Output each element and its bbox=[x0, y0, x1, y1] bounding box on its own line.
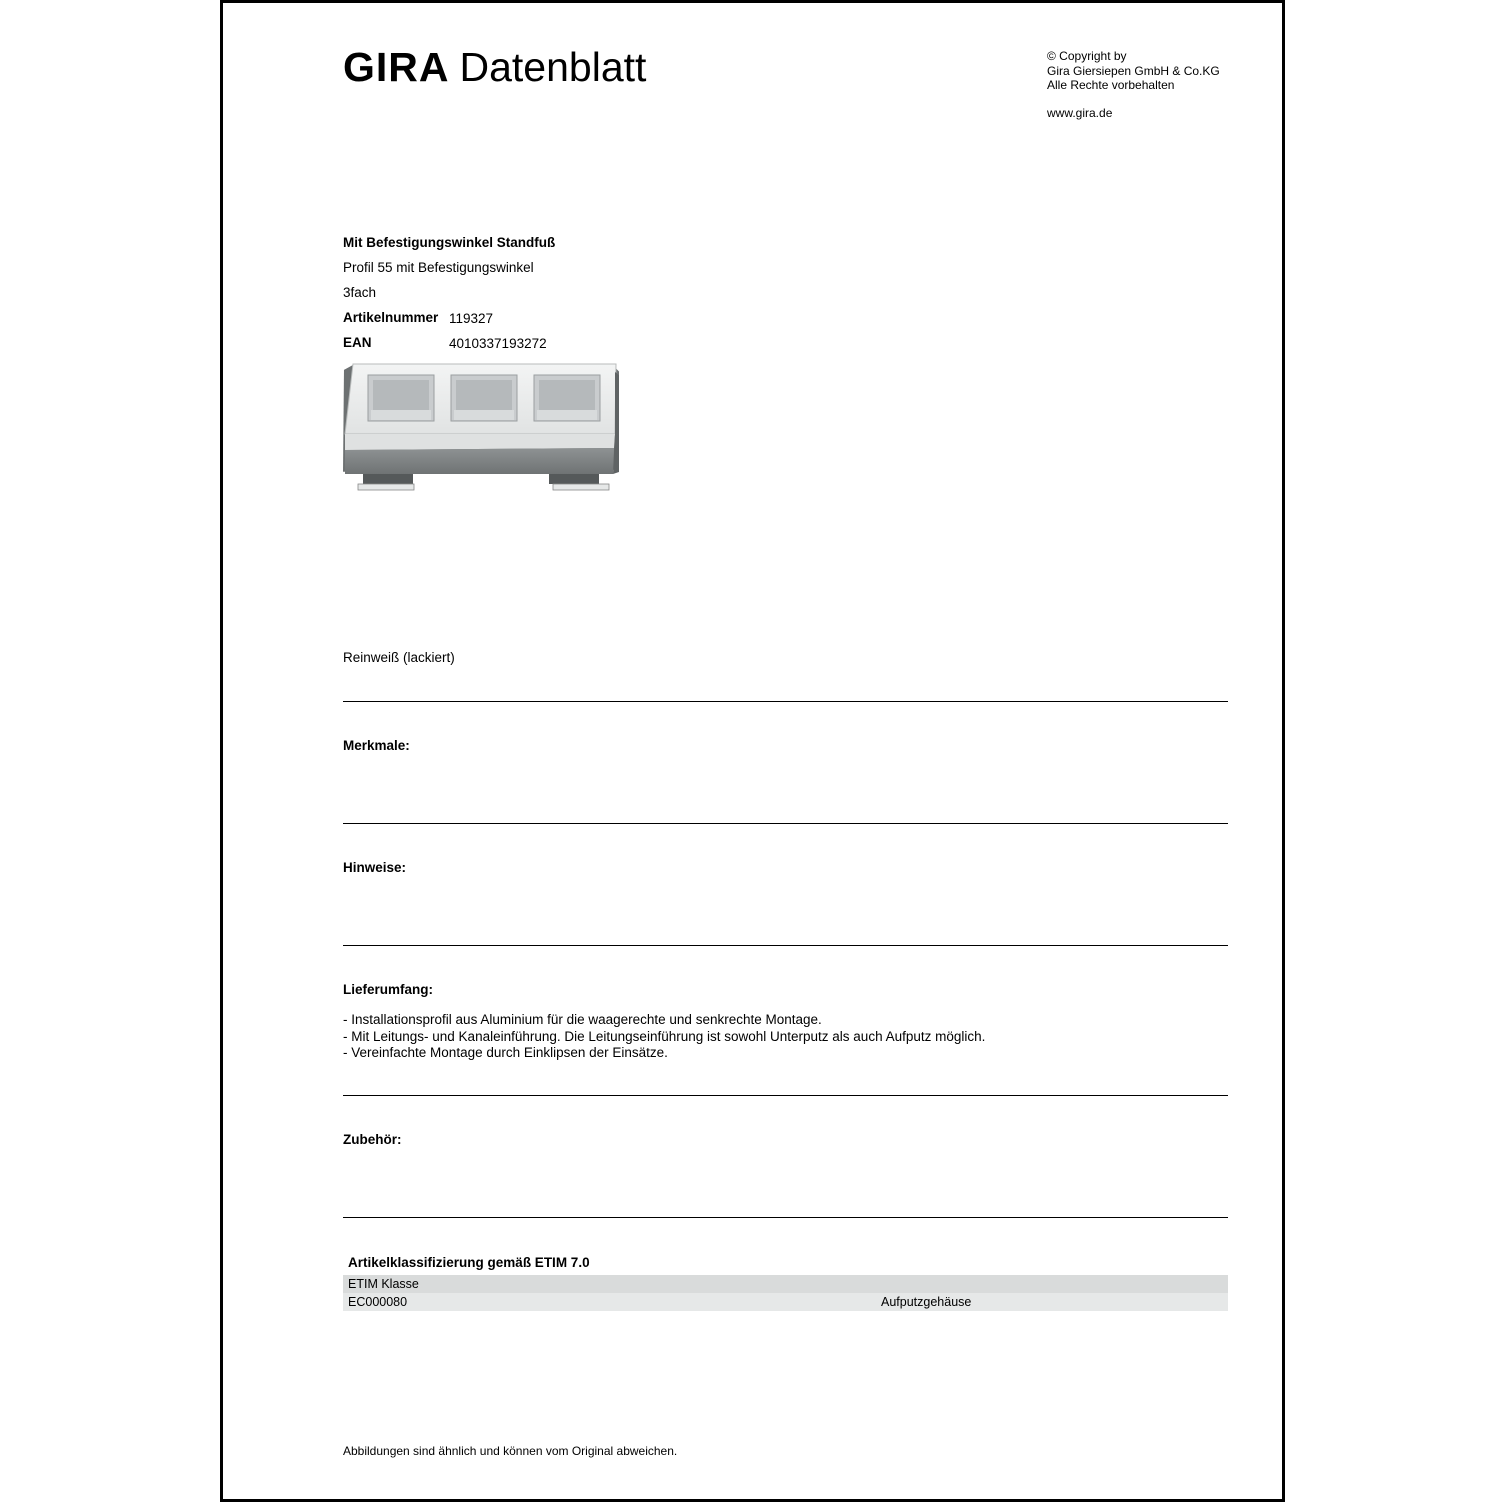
divider bbox=[343, 1217, 1228, 1218]
divider bbox=[343, 945, 1228, 946]
socket-slot bbox=[534, 375, 600, 421]
socket-slot bbox=[451, 375, 517, 421]
website-link[interactable]: www.gira.de bbox=[1047, 106, 1113, 120]
product-name: Mit Befestigungswinkel Standfuß bbox=[343, 235, 556, 250]
brand-logo: GIRA bbox=[343, 44, 450, 90]
copyright-line: Alle Rechte vorbehalten bbox=[1047, 78, 1175, 92]
article-value: 119327 bbox=[449, 311, 494, 326]
copyright-block bbox=[1047, 49, 1220, 93]
document-type: Datenblatt bbox=[459, 44, 647, 90]
etim-name: Aufputzgehäuse bbox=[881, 1295, 972, 1309]
stand-foot bbox=[358, 474, 414, 490]
list-item: - Installationsprofil aus Aluminium für die waagerechte und senkrechte Montage. bbox=[343, 1012, 822, 1027]
etim-data-row bbox=[343, 1293, 1228, 1311]
ean-label: EAN bbox=[343, 335, 372, 350]
divider bbox=[343, 823, 1228, 824]
product-color: Reinweiß (lackiert) bbox=[343, 650, 455, 665]
product-line-2: Profil 55 mit Befestigungswinkel bbox=[343, 260, 534, 275]
stand-foot bbox=[549, 474, 609, 490]
copyright-line: Gira Giersiepen GmbH & Co.KG bbox=[1047, 63, 1220, 78]
etim-title: Artikelklassifizierung gemäß ETIM 7.0 bbox=[348, 1255, 590, 1270]
product-image bbox=[343, 362, 619, 492]
divider bbox=[343, 701, 1228, 702]
copyright-line: © Copyright by bbox=[1047, 49, 1127, 63]
section-zubehoer: Zubehör: bbox=[343, 1132, 402, 1147]
etim-class-label: ETIM Klasse bbox=[348, 1277, 419, 1291]
article-label: Artikelnummer bbox=[343, 310, 439, 325]
brand-title bbox=[343, 44, 646, 90]
divider bbox=[343, 1095, 1228, 1096]
footer-note: Abbildungen sind ähnlich und können vom Original abweichen. bbox=[343, 1444, 678, 1458]
lieferumfang-list bbox=[343, 1012, 985, 1062]
socket-slot bbox=[368, 375, 434, 421]
list-item: - Mit Leitungs- und Kanaleinführung. Die Leitungseinführung ist sowohl Unterputz als auch Aufputz möglich. bbox=[343, 1028, 986, 1044]
ean-value: 4010337193272 bbox=[449, 336, 547, 351]
section-merkmale: Merkmale: bbox=[343, 738, 410, 753]
product-line-3: 3fach bbox=[343, 285, 377, 300]
etim-header-row bbox=[343, 1275, 1228, 1293]
section-lieferumfang: Lieferumfang: bbox=[343, 982, 434, 997]
list-item: - Vereinfachte Montage durch Einklipsen der Einsätze. bbox=[343, 1045, 668, 1060]
etim-code: EC000080 bbox=[348, 1295, 408, 1309]
section-hinweise: Hinweise: bbox=[343, 860, 407, 875]
